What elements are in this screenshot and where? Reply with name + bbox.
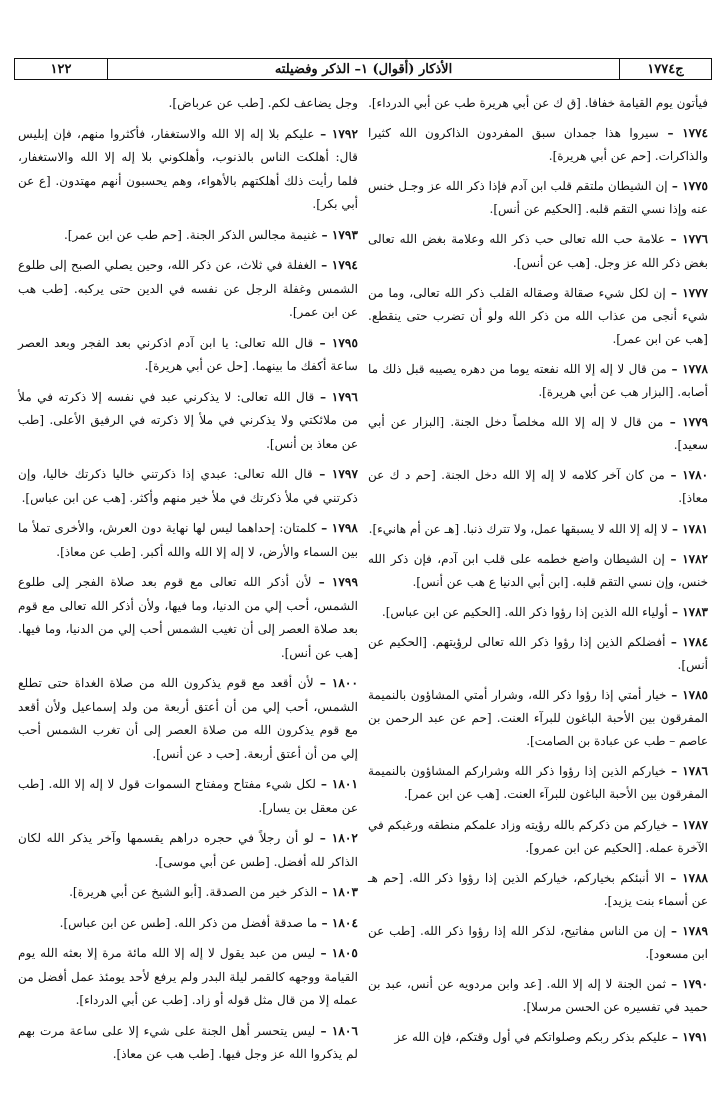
hadith-source: [طب هب عن معاذ].: [112, 1047, 215, 1061]
hadith-source: [الحكيم عن أنس].: [368, 634, 708, 672]
hadith-source: [طب عن عرباض].: [168, 96, 264, 110]
hadith-source: [هب عن ابن عمر].: [404, 787, 500, 802]
hadith-number: ١٧٧٧: [682, 285, 708, 300]
hadith-source: [طس عن ابن عباس].: [59, 915, 171, 930]
hadith-text: لكل شيء مفتاح ومفتاح السموات قول لا إله إلا الله.: [48, 777, 317, 791]
hadith-number: ١٧٩٩: [331, 575, 358, 589]
hadith-text: ثمن الجنة لا إله إلا الله.: [546, 977, 667, 992]
left-column: [18, 92, 358, 1098]
hadith-source: [البزار عن أبي سعيد].: [368, 415, 708, 453]
hadith-entry: ١٨٠١ – لكل شيء مفتاح ومفتاح السموات قول لا إله إلا الله. [طب عن معقل بن يسار].: [18, 777, 358, 815]
hadith-text: علامة حب الله تعالى حب ذكر الله وعلامة بغض الله تعالى بغض ذكر الله عز وجل.: [368, 232, 708, 270]
right-column: [368, 92, 708, 1098]
hadith-number: ١٧٧٥: [682, 179, 708, 194]
hadith-number: ١٨٠٣: [331, 885, 358, 899]
hadith-source: [طب عن معقل بن يسار].: [18, 777, 358, 815]
hadith-number: ١٧٩٧: [331, 467, 358, 481]
hadith-entry: ١٧٩٦ – قال الله تعالى: لا يذكرني عبد في نفسه إلا ذكرته في ملأ من ملائكتي ولا يذكرني في ملأ إلا ذكرته في الرفيق الأعلى. [طب عن معاذ بن أنس].: [18, 389, 358, 451]
hadith-source: [عد وابن مردويه عن أنس، عبد بن حميد في تفسيره عن الحسن مرسلا].: [368, 977, 708, 1015]
hadith-entry: ١٨٠٠ – لأن أقعد مع قوم يذكرون الله من صلاة الغداة حتى تطلع الشمس، أحب إلي من أن أعتق أربعة من ولد إسماعيل ولأن أقعد مع قوم يذكرون الله من صلاة العصر إلى أن تغرب الشمس أحب إلي من أن أعتق أربعة. [حب د عن أنس].: [18, 676, 358, 761]
hadith-number: ١٧٨٥: [682, 688, 708, 703]
hadith-number: ١٨٠٥: [331, 946, 358, 960]
hadith-number: ١٨٠٢: [331, 831, 358, 845]
hadith-text: إن من الناس مفاتيح، لذكر الله إذا رؤوا ذكر الله.: [419, 923, 666, 938]
hadith-text: أولياء الله الذين إذا رؤوا ذكر الله.: [504, 604, 668, 619]
hadith-entry: ١٧٨٤ – أفضلكم الذين إذا رؤوا ذكر الله تعالى لرؤيتهم. [الحكيم عن أنس].: [368, 634, 709, 672]
hadith-entry: ١٧٨٩ – إن من الناس مفاتيح، لذكر الله إذا رؤوا ذكر الله. [طب عن ابن مسعود].: [368, 923, 708, 961]
hadith-number: ١٧٨٢: [682, 551, 708, 566]
hadith-entry: ١٧٨٠ – من كان آخر كلامه لا إله إلا الله دخل الجنة. [حم د ك عن معاذ].: [368, 468, 709, 506]
hadith-entry: ١٧٧٧ – إن لكل شيء صقالة وصقاله القلب ذكر الله تعالى، وما من شيء أنجى من عذاب الله من ذكر الله ولو أن تضرب حتى ينقطع. [هب عن ابن عمر].: [368, 285, 708, 346]
hadith-entry: ١٧٩٠ – ثمن الجنة لا إله إلا الله. [عد وابن مردويه عن أنس، عبد بن حميد في تفسيره عن الحسن مرسلا].: [368, 977, 708, 1015]
hadith-text: لأن أذكر الله تعالى مع قوم بعد صلاة الفجر إلى طلوع الشمس، أحب إلي من الدنيا، وما فيها، ولأن أذكر الله تعالى مع قوم بعد صلاة العصر إلى أن تغيب الشمس أحب إلي من الدنيا، وما فيها.: [18, 575, 358, 636]
hadith-number: ١٧٩٣: [331, 227, 358, 242]
hadith-entry: ١٧٧٥ – إن الشيطان ملتقم قلب ابن آدم فإذا ذكر الله عز وجـل خنس عنه وإذا نسي التقم قلبه. [الحكيم عن أنس].: [368, 179, 708, 217]
hadith-text: من قال لا إله إلا الله نفعته يوما من دهره يصيبه قبل ذلك ما أصابه.: [368, 361, 708, 400]
hadith-entry: ١٧٨١ – لا إله إلا الله لا يسبقها عمل، ولا تترك ذنبا. [هـ عن أم هانيء].: [368, 521, 708, 536]
hadith-text: خيار أمتي إذا رؤوا ذكر الله، وشرار أمتي المشاؤون بالنميمة المفرقون بين الأحبة الباغون للبرآء العنت.: [368, 688, 708, 726]
hadith-source: [حم طب عن ابن عمر].: [63, 227, 182, 242]
hadith-number: ١٧٧٨: [682, 361, 708, 376]
hadith-number: ١٨٠٠: [331, 676, 358, 690]
hadith-source: [هب عن ابن عباس].: [21, 490, 126, 505]
hadith-entry: ١٧٨٧ – خياركم من ذكركم بالله رؤيته وزاد علمكم منطقه ورغبكم في الآخرة عمله. [الحكيم عن ابن عمرو].: [368, 817, 709, 855]
hadith-source: [طب عن معاذ].: [56, 544, 136, 559]
hadith-number: ١٧٩٢: [331, 126, 358, 141]
hadith-text: سيروا هذا جمدان سبق المفردون الذاكرون الله كثيرا والذاكرات.: [368, 126, 708, 164]
hadith-source: [حم عن أبي هريرة].: [548, 149, 651, 164]
hadith-entry: ١٧٩٢ – عليكم بلا إله إلا الله والاستغفار، فأكثروا منهم، فإن إبليس قال: أهلكت الناس بالذنوب، وأهلكوني بلا إله إلا الله والاستغفار، فلما رأيت ذلك أهلكتهم بالأهواء، وهم يحسبون أنهم مهتدون. [ع عن أبي بكر].: [18, 126, 359, 211]
hadith-text: الغفلة في ثلاث، عن ذكر الله، وحين يصلي الصبح إلى طلوع الشمس وغفلة الرجل عن نفسه في الدين حتى يركبه.: [18, 258, 358, 296]
hadith-source: [حم د ك عن معاذ].: [368, 468, 708, 506]
hadith-source: [هـ عن أم هانيء].: [368, 521, 460, 536]
hadith-entry: ١٧٧٩ – من قال لا إله إلا الله مخلصاً دخل الجنة. [البزار عن أبي سعيد].: [368, 415, 708, 453]
hadith-text: لأن أقعد مع قوم يذكرون الله من صلاة الغداة حتى تطلع الشمس، أحب إلي من أن أعتق أربعة من ولد إسماعيل ولأن أقعد مع قوم يذكرون الله من صلاة العصر إلى أن تغرب الشمس أحب إلي من أن أعتق أربعة.: [18, 676, 358, 761]
hadith-source: [حم هـ عن أسماء بنت يزيد].: [368, 870, 708, 908]
hadith-source: [أبو الشيخ عن أبي هريرة].: [69, 885, 202, 899]
hadith-source: [هب عن أنس].: [512, 255, 591, 270]
hadith-text: إن الشيطان واضع خطمه على قلب ابن آدم، فإن ذكر الله خنس، وإن نسي التقم قلبه.: [368, 551, 708, 589]
hadith-source: [الحكيم عن أنس].: [489, 202, 582, 217]
hadith-number: ١٧٩٠: [682, 977, 708, 992]
hadith-number: ١٨٠٤: [331, 915, 358, 930]
hadith-source: [طب عن ابن مسعود].: [368, 923, 708, 961]
hadith-number: ١٧٨٦: [682, 764, 708, 779]
hadith-number: ١٧٩٤: [331, 258, 358, 272]
page-number: ١٢٢: [50, 61, 72, 77]
running-title: الأذكار (أقوال) ١– الذكر وفضيلته: [107, 59, 619, 79]
hadith-source: [طب عن معاذ بن أنس].: [18, 413, 358, 451]
hadith-text: قال الله تعالى: عبدي إذا ذكرتني خاليا ذكرتك خاليا، وإن ذكرتني في ملأ ذكرتك في ملأ خير منهم وأكثر.: [18, 467, 358, 505]
hadith-source: [البزار هب عن أبي هريرة].: [538, 385, 674, 400]
hadith-number: ١٧٧٩: [682, 415, 708, 430]
hadith-number: ١٧٨٠: [682, 468, 709, 483]
hadith-entry: ١٧٩٩ – لأن أذكر الله تعالى مع قوم بعد صلاة الفجر إلى طلوع الشمس، أحب إلي من الدنيا، وما فيها، ولأن أذكر الله تعالى مع قوم بعد صلاة العصر إلى أن تغيب الشمس أحب إلي من الدنيا، وما فيها. [هب عن أنس].: [18, 575, 358, 660]
hadith-text: وجل يضاعف لكم.: [267, 96, 358, 110]
hadith-number: ١٧٨٧: [682, 817, 709, 832]
hadith-text: ما صدقة أفضل من ذكر الله.: [174, 915, 318, 930]
hadith-entry: ١٧٩٥ – قال الله تعالى: يا ابن آدم اذكرني بعد الفجر وبعد العصر ساعة أكفك ما بينهما. [حل عن أبي هريرة].: [18, 335, 358, 373]
hadith-text: لا إله إلا الله لا يسبقها عمل، ولا تترك ذنبا.: [462, 521, 668, 536]
hadith-entry: ١٧٧٨ – من قال لا إله إلا الله نفعته يوما من دهره يصيبه قبل ذلك ما أصابه. [البزار هب عن أبي هريرة].: [368, 361, 708, 400]
hadith-number: ١٧٩٨: [331, 521, 358, 535]
hadith-entry: ١٧٨٢ – إن الشيطان واضع خطمه على قلب ابن آدم، فإن ذكر الله خنس، وإن نسي التقم قلبه. [ابن أبي الدنيا ع هب عن أنس].: [368, 551, 708, 589]
hadith-entry: ١٧٩١ – عليكم بذكر ربكم وصلواتكم في أول وقتكم، فإن الله عز: [394, 1030, 708, 1045]
hadith-text: إن لكل شيء صقالة وصقاله القلب ذكر الله تعالى، وما من شيء أنجى من عذاب الله من ذكر الله ولو أن تضرب حتى ينقطع.: [368, 285, 708, 323]
hadith-entry: ١٧٨٦ – خياركم الذين إذا رؤوا ذكر الله وشراركم المشاؤون بالنميمة المفرقون بين الأحبة الباغون للبرآء العنت. [هب عن ابن عمر].: [368, 764, 708, 802]
hadith-text: لو أن رجلاً في حجره دراهم يقسمها وآخر يذكر الله لكان الذاكر لله أفضل.: [18, 831, 358, 869]
document-page: [14, 58, 712, 1098]
hadith-number: ١٨٠١: [331, 777, 358, 791]
hadith-entry: ١٧٩٨ – كلمتان: إحداهما ليس لها نهاية دون العرش، والأخرى تملأ ما بين السماء والأرض، لا إله إلا الله والله أكبر. [طب عن معاذ].: [18, 521, 358, 559]
hadith-source: [طس عن أبي موسى].: [154, 854, 270, 869]
hadith-entry: ١٧٨٥ – خيار أمتي إذا رؤوا ذكر الله، وشرار أمتي المشاؤون بالنميمة المفرقون بين الأحبة الباغون للبرآء العنت. [حم عن عبد الرحمن بن عاصم – طب عن عبادة بن الصامت].: [368, 688, 708, 749]
hadith-text: قال الله تعالى: يا ابن آدم اذكرني بعد الفجر وبعد العصر ساعة أكفك ما بينهما.: [18, 335, 358, 373]
continued-text: [368, 92, 708, 115]
hadith-text: من كان آخر كلامه لا إله إلا الله دخل الجنة.: [441, 468, 665, 483]
hadith-text: ليس من عبد يقول لا إله إلا الله مائة مرة إلا بعثه الله يوم القيامة ووجهه كالقمر ليلة البدر ولم يرفع لأحد يومئذ عمل أفضل من عمله إلا من قال مثل قوله أو زاد.: [18, 946, 358, 1007]
hadith-entry: ١٨٠٤ – ما صدقة أفضل من ذكر الله. [طس عن ابن عباس].: [59, 915, 358, 930]
continued-text: [18, 92, 358, 116]
hadith-number: ١٧٧٤: [682, 126, 708, 141]
hadith-text: كلمتان: إحداهما ليس لها نهاية دون العرش، والأخرى تملأ ما بين السماء والأرض، لا إله إلا الله والله أكبر.: [18, 521, 358, 559]
hadith-source: [طب عن أبي الدرداء].: [75, 993, 188, 1007]
page-header: [14, 58, 712, 80]
hadith-entry: ١٧٩٣ – غنيمة مجالس الذكر الجنة. [حم طب عن ابن عمر].: [63, 227, 358, 242]
hadith-source: [حل عن أبي هريرة].: [144, 359, 248, 373]
hadith-text: ليس يتحسر أهل الجنة على شيء إلا على ساعة مرت بهم لم يذكروا الله عز وجل فيها.: [18, 1023, 358, 1061]
hadith-number: ١٧٩١: [682, 1030, 708, 1045]
hadith-text: الذكر خير من الصدقة.: [205, 885, 318, 899]
hadith-entry: ١٧٧٤ – سيروا هذا جمدان سبق المفردون الذاكرون الله كثيرا والذاكرات. [حم عن أبي هريرة].: [368, 126, 708, 164]
hadith-source: [حم عن عبد الرحمن بن عاصم – طب عن عبادة بن الصامت].: [368, 711, 708, 749]
hadith-entry: ١٨٠٦ – ليس يتحسر أهل الجنة على شيء إلا على ساعة مرت بهم لم يذكروا الله عز وجل فيها. [طب هب عن معاذ].: [18, 1023, 358, 1061]
hadith-number: ١٧٨٩: [682, 923, 708, 938]
hadith-source: [هب عن أنس].: [280, 645, 358, 660]
hadith-source: [ق ك عن أبي هريرة طب عن أبي الدرداء].: [368, 96, 581, 110]
hadith-entry: ١٧٨٣ – أولياء الله الذين إذا رؤوا ذكر الله. [الحكيم عن ابن عباس].: [381, 604, 708, 619]
hadith-source: [ابن أبي الدنيا ع هب عن أنس].: [412, 574, 569, 589]
volume-label: ج١٧٧٤: [619, 59, 711, 79]
hadith-source: [الحكيم عن ابن عباس].: [381, 604, 501, 619]
hadith-entry: ١٧٩٤ – الغفلة في ثلاث، عن ذكر الله، وحين يصلي الصبح إلى طلوع الشمس وغفلة الرجل عن نفسه في الدين حتى يركبه. [طب هب عن ابن عمر].: [18, 258, 358, 319]
hadith-number: ١٧٨٤: [682, 634, 709, 649]
hadith-entry: ١٨٠٥ – ليس من عبد يقول لا إله إلا الله مائة مرة إلا بعثه الله يوم القيامة ووجهه كالقمر ليلة البدر ولم يرفع لأحد يومئذ عمل أفضل من عمله إلا من قال مثل قوله أو زاد. [طب عن أبي الدرداء].: [18, 946, 358, 1007]
hadith-text: خياركم الذين إذا رؤوا ذكر الله وشراركم المشاؤون بالنميمة المفرقون بين الأحبة الباغون للبرآء العنت.: [368, 764, 708, 802]
hadith-number: ١٨٠٦: [331, 1023, 358, 1038]
hadith-text: أفضلكم الذين إذا رؤوا ذكر الله تعالى لرؤيتهم.: [431, 634, 666, 649]
hadith-number: ١٧٧٦: [682, 232, 708, 247]
hadith-entry: ١٨٠٣ – الذكر خير من الصدقة. [أبو الشيخ عن أبي هريرة].: [69, 885, 358, 899]
hadith-text: قال الله تعالى: لا يذكرني عبد في نفسه إلا ذكرته في ملأ من ملائكتي ولا يذكرني في ملأ إلا ذكرته في الرفيق الأعلى.: [18, 389, 358, 427]
hadith-text: عليكم بذكر ربكم وصلواتكم في أول وقتكم، فإن الله عز: [394, 1030, 668, 1045]
hadith-source: [طب هب عن ابن عمر].: [18, 281, 358, 319]
hadith-text: خياركم من ذكركم بالله رؤيته وزاد علمكم منطقه ورغبكم في الآخرة عمله.: [368, 817, 708, 855]
hadith-entry: ١٨٠٢ – لو أن رجلاً في حجره دراهم يقسمها وآخر يذكر الله لكان الذاكر لله أفضل. [طس عن أبي موسى].: [18, 831, 358, 869]
hadith-text: عليكم بلا إله إلا الله والاستغفار، فأكثروا منهم، فإن إبليس قال: أهلكت الناس بالذنوب، وأهلكوني بلا إله إلا الله والاستغفار، فلما رأيت ذلك أهلكتهم بالأهواء، وهم يحسبون أنهم مهتدون.: [18, 126, 359, 188]
hadith-number: ١٧٨١: [682, 521, 708, 536]
hadith-number: ١٧٩٦: [331, 389, 358, 404]
hadith-number: ١٧٨٣: [682, 604, 708, 619]
hadith-text: إن الشيطان ملتقم قلب ابن آدم فإذا ذكر الله عز وجـل خنس عنه وإذا نسي التقم قلبه.: [368, 179, 708, 217]
hadith-source: [الحكيم عن ابن عمرو].: [525, 840, 642, 855]
hadith-entry: ١٧٨٨ – الا أنبئكم بخياركم، خياركم الذين إذا رؤوا ذكر الله. [حم هـ عن أسماء بنت يزيد].: [368, 870, 708, 908]
hadith-number: ١٧٩٥: [331, 335, 358, 350]
hadith-number: ١٧٨٨: [682, 870, 708, 885]
hadith-text: من قال لا إله إلا الله مخلصاً دخل الجنة.: [450, 415, 664, 430]
hadith-text: غنيمة مجالس الذكر الجنة.: [185, 227, 318, 242]
hadith-entry: ١٧٩٧ – قال الله تعالى: عبدي إذا ذكرتني خاليا ذكرتك خاليا، وإن ذكرتني في ملأ ذكرتك في ملأ خير منهم وأكثر. [هب عن ابن عباس].: [18, 467, 358, 505]
hadith-entry: ١٧٧٦ – علامة حب الله تعالى حب ذكر الله وعلامة بغض الله تعالى بغض ذكر الله عز وجل. [هب عن أنس].: [368, 232, 708, 270]
hadith-text: فيأتون يوم القيامة خفافا.: [584, 96, 708, 110]
hadith-source: [ع عن أبي بكر].: [18, 173, 358, 211]
hadith-source: [حب د عن أنس].: [152, 746, 240, 761]
hadith-source: [هب عن ابن عمر].: [612, 331, 708, 346]
hadith-text: الا أنبئكم بخياركم، خياركم الذين إذا رؤوا ذكر الله.: [408, 870, 665, 885]
